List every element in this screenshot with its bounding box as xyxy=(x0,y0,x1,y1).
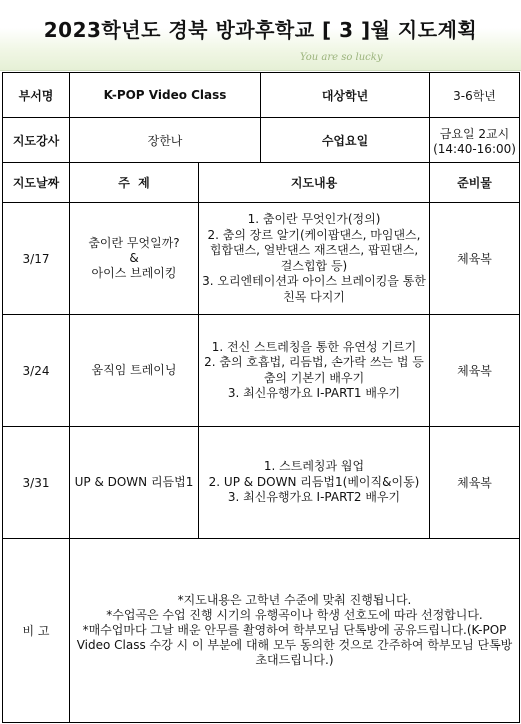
row-content-line: 힙합댄스, 얼반댄스 재즈댄스, 팝핀댄스, xyxy=(209,243,419,257)
row-date: 3/17 xyxy=(3,203,70,315)
row-content-line: 걸스힙합 등) xyxy=(280,258,348,273)
row-topic-line: & xyxy=(129,251,139,265)
teacher-value: 장한나 xyxy=(70,118,261,163)
row-content-line: 춤의 기본기 배우기 xyxy=(263,370,365,385)
row-content-line: 3. 오리엔테이션과 아이스 브레이킹을 통한 xyxy=(202,274,426,288)
title-banner xyxy=(0,0,521,71)
table-row xyxy=(3,315,520,427)
row-date: 3/24 xyxy=(3,315,70,427)
row-topic xyxy=(70,315,199,427)
plan-table xyxy=(2,72,520,723)
row-content-line: 2. 춤의 호흡법, 리듬법, 손가락 쓰는 법 등 xyxy=(204,355,424,369)
header-prep: 준비물 xyxy=(430,163,520,203)
dept-value: K-POP Video Class xyxy=(70,73,261,118)
remarks-label: 비 고 xyxy=(3,539,70,723)
row-date: 3/31 xyxy=(3,427,70,539)
table-row xyxy=(3,203,520,315)
row-prep: 체육복 xyxy=(430,427,520,539)
row-content xyxy=(199,315,430,427)
teacher-label: 지도강사 xyxy=(3,118,70,163)
row-content-line: 1. 스트레칭과 웜업 xyxy=(263,459,365,474)
row-content-line: 1. 춤이란 무엇인가(정의) xyxy=(247,212,381,226)
day-value-line1: 금요일 2교시 xyxy=(439,126,510,141)
day-label: 수업요일 xyxy=(261,118,430,163)
info-row-dept xyxy=(3,73,520,118)
row-topic-line: UP & DOWN 리듬법1 xyxy=(74,475,194,489)
header-content: 지도내용 xyxy=(199,163,430,203)
remarks-content xyxy=(70,539,520,723)
row-topic-line: 움직임 트레이닝 xyxy=(91,363,177,377)
row-content xyxy=(199,427,430,539)
row-content-line: 2. UP & DOWN 리듬법1(베이직&이동) xyxy=(208,474,420,489)
row-prep: 체육복 xyxy=(430,315,520,427)
row-content-line: 친목 다지기 xyxy=(283,289,345,304)
header-row xyxy=(3,163,520,203)
remark-line: *수업곡은 수업 진행 시기의 유행곡이나 학생 선호도에 따라 선정합니다. xyxy=(106,608,483,622)
row-content-line: 3. 최신유행가요 I-PART1 배우기 xyxy=(227,386,401,400)
remark-line: *지도내용은 고학년 수준에 맞춰 진행됩니다. xyxy=(177,593,412,607)
table-row xyxy=(3,427,520,539)
remarks-row xyxy=(3,539,520,723)
row-topic-line: 아이스 브레이킹 xyxy=(91,266,177,280)
title-decoration: You are so lucky xyxy=(300,52,383,63)
row-content-line: 3. 최신유행가요 I-PART2 배우기 xyxy=(227,490,401,505)
day-value-line2: (14:40-16:00) xyxy=(433,141,516,156)
row-topic xyxy=(70,427,199,539)
row-content-line: 2. 춤의 장르 알기(케이팝댄스, 마임댄스, xyxy=(207,227,421,242)
row-prep: 체육복 xyxy=(430,203,520,315)
dept-label: 부서명 xyxy=(3,73,70,118)
row-topic xyxy=(70,203,199,315)
grade-label: 대상학년 xyxy=(261,73,430,118)
row-content-line: 1. 전신 스트레칭을 통한 유연성 기르기 xyxy=(211,339,417,354)
info-row-teacher xyxy=(3,118,520,163)
row-topic-line: 춤이란 무엇일까? xyxy=(88,236,180,250)
header-topic: 주 제 xyxy=(70,163,199,203)
page-title: 2023학년도 경북 방과후학교 [ 3 ]월 지도계획 xyxy=(43,18,478,42)
day-value xyxy=(430,118,520,163)
grade-value: 3-6학년 xyxy=(430,73,520,118)
remark-line: *매수업마다 그날 배운 안무를 촬영하여 학부모님 단톡방에 공유드립니다.(K-POP Video Class 수강 시 이 부분에 대해 모두 동의한 것으로 간주하여 학부모님 단톡방 초대드립니다.) xyxy=(76,623,513,667)
header-date: 지도날짜 xyxy=(3,163,70,203)
row-content xyxy=(199,203,430,315)
